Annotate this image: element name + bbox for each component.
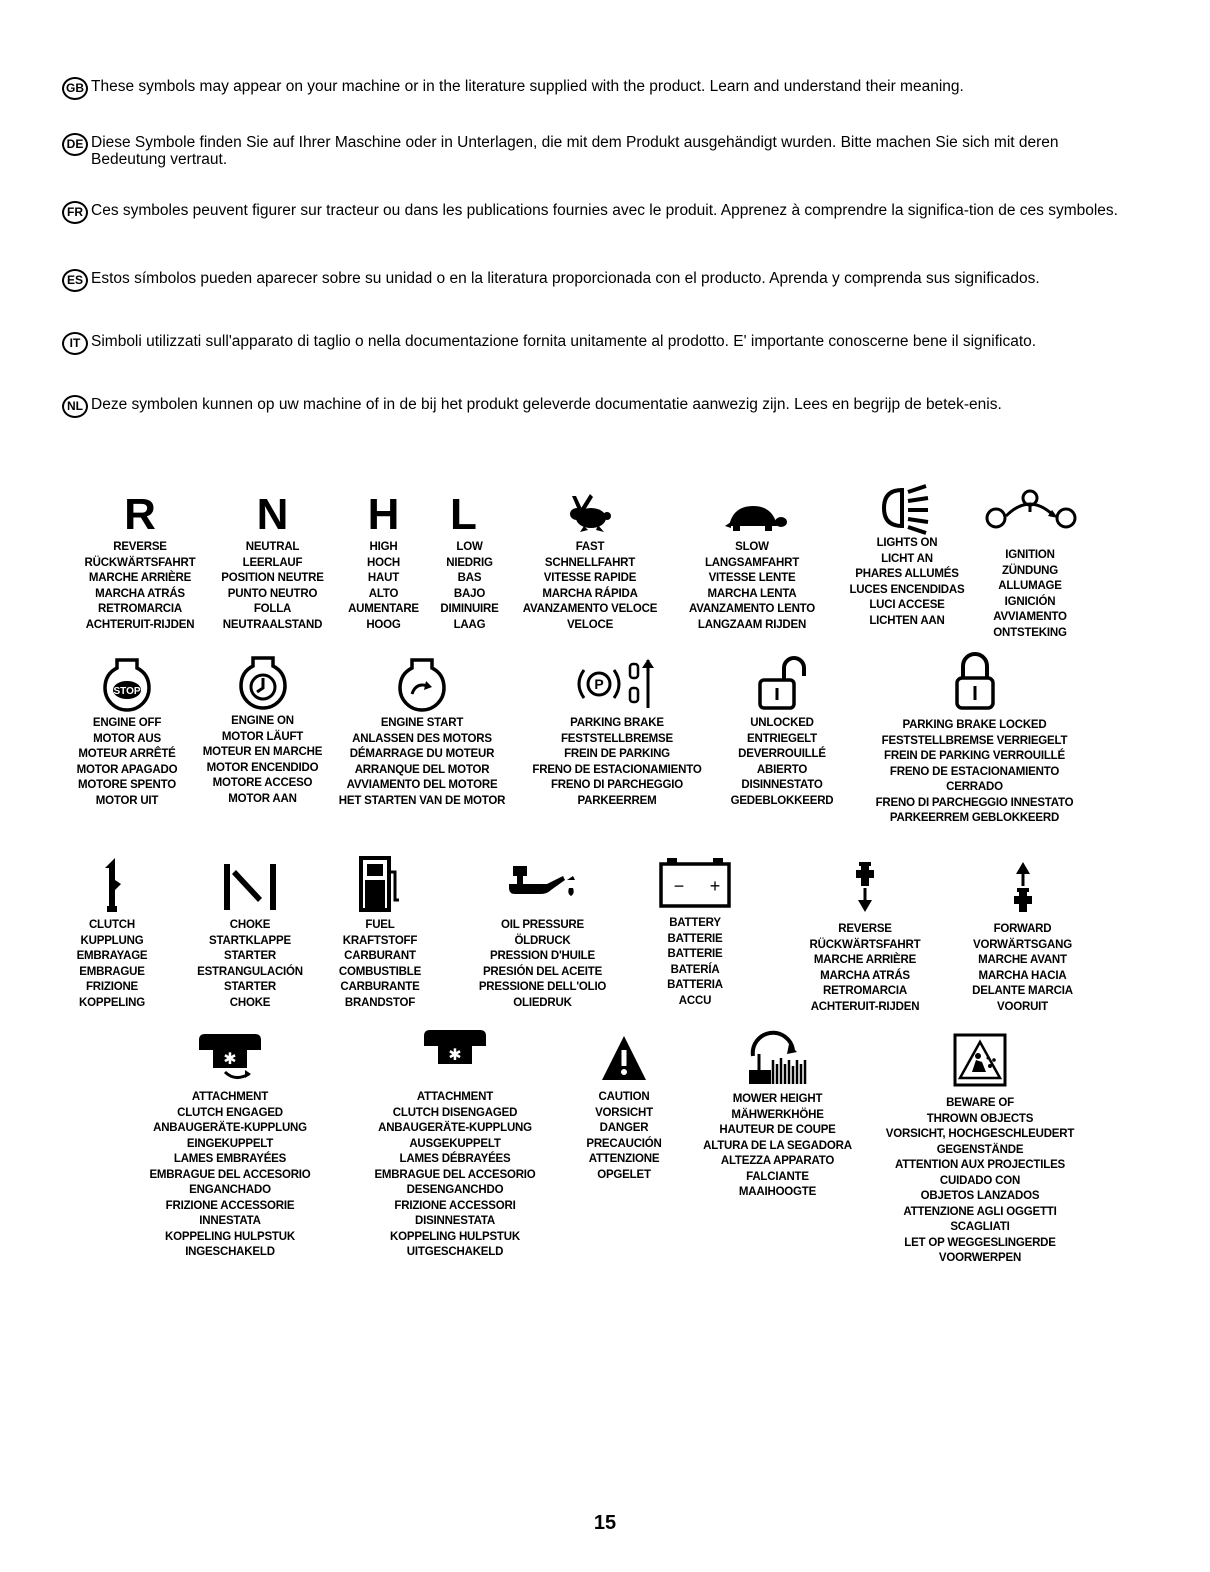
intro-de xyxy=(62,134,1122,168)
ignition-icon xyxy=(980,486,1080,534)
intro-gb xyxy=(62,78,1122,95)
symbol-ignition xyxy=(975,486,1085,641)
engine-on-icon xyxy=(237,654,289,710)
symbol-labels: LIGHTS ON LICHT AN PHARES ALLUMÉS LUCES ENCENDIDAS LUCI ACCESE LICHTEN AAN xyxy=(849,537,965,627)
plus-text: + xyxy=(709,876,721,896)
symbol-forward-direction xyxy=(950,860,1095,1015)
fuel-icon xyxy=(355,854,405,914)
symbol-reverse-direction xyxy=(790,860,940,1015)
symbol-labels: UNLOCKED ENTRIEGELT DEVERROUILLÉ ABIERTO DISINNESTATO GEDEBLOKKEERD xyxy=(730,717,834,807)
symbol-clutch xyxy=(62,856,162,1011)
letter-n-icon: N xyxy=(256,490,289,539)
symbol-labels: CHOKE STARTKLAPPE STARTER ESTRANGULACIÓN STARTER CHOKE xyxy=(197,919,303,1009)
battery-icon xyxy=(657,854,733,912)
symbol-labels: PARKING BRAKE LOCKED FESTSTELLBREMSE VERRIEGELT FREIN DE PARKING VERROUILLÉ FRENO DE ESTACIONAMIENTO CERRADO FRENO DI PARCHEGGIO INNESTATO PARKEERREM GEBLOKKEERD xyxy=(875,719,1074,824)
minus-text: − xyxy=(673,876,685,896)
symbol-labels: ATTACHMENT CLUTCH DISENGAGED ANBAUGERÄTE-KUPPLUNG AUSGEKUPPELT LAMES DÉBRAYÉES EMBRAGUE DEL ACCESORIO DESENGANCHDO FRIZIONE ACCESSORI DISINNESTATA KOPPELING HULPSTUK UITGESCHAKELD xyxy=(374,1091,536,1258)
intro-es xyxy=(62,270,1122,287)
lang-badge: NL xyxy=(62,395,88,418)
stop-text: STOP xyxy=(113,686,141,697)
letter-h-icon: H xyxy=(367,490,400,539)
symbol-reverse xyxy=(60,492,220,633)
symbol-labels: FUEL KRAFTSTOFF CARBURANT COMBUSTIBLE CARBURANTE BRANDSTOF xyxy=(338,919,422,1009)
symbol-labels: SLOW LANGSAMFAHRT VITESSE LENTE MARCHA LENTA AVANZAMENTO LENTO LANGZAAM RIJDEN xyxy=(688,541,816,631)
symbol-attachment-engaged xyxy=(130,1030,330,1261)
engine-stop-icon xyxy=(101,656,153,712)
symbol-oil-pressure xyxy=(455,858,630,1011)
parking-brake-icon xyxy=(572,656,662,712)
engine-start-icon xyxy=(396,656,448,712)
clutch-icon xyxy=(97,856,127,914)
symbol-labels: MOWER HEIGHT MÄHWERKHÖHE HAUTEUR DE COUPE ALTURA DE LA SEGADORA ALTEZZA APPARATO FALCIANTE MAAIHOOGTE xyxy=(703,1093,852,1198)
symbol-mower-height xyxy=(690,1030,865,1201)
attachment-clutch-disengaged-icon xyxy=(420,1026,490,1084)
intro-it xyxy=(62,333,1122,350)
choke-icon xyxy=(218,856,282,914)
symbol-labels: CLUTCH KUPPLUNG EMBRAYAGE EMBRAGUE FRIZIONE KOPPELING xyxy=(76,919,148,1009)
thrown-objects-icon xyxy=(952,1032,1008,1090)
symbol-parking-brake-locked xyxy=(852,650,1097,827)
reverse-tractor-icon xyxy=(850,860,880,916)
symbol-engine-on xyxy=(190,654,335,807)
symbol-neutral xyxy=(200,492,345,633)
p-text: P xyxy=(594,676,604,692)
symbol-battery xyxy=(645,854,745,1009)
symbol-labels: ENGINE ON MOTOR LÄUFT MOTEUR EN MARCHE MOTOR ENCENDIDO MOTORE ACCESO MOTOR AAN xyxy=(202,715,323,805)
symbol-labels: ENGINE OFF MOTOR AUS MOTEUR ARRÊTÉ MOTOR APAGADO MOTORE SPENTO MOTOR UIT xyxy=(76,717,178,807)
caution-icon xyxy=(600,1034,648,1084)
lang-badge: ES xyxy=(62,269,88,292)
lang-badge: IT xyxy=(62,332,88,355)
symbol-fuel xyxy=(325,854,435,1011)
symbol-labels: IGNITION ZÜNDUNG ALLUMAGE IGNICIÓN AVVIAMENTO ONTSTEKING xyxy=(993,549,1067,639)
symbol-unlocked xyxy=(712,654,852,809)
symbol-labels: PARKING BRAKE FESTSTELLBREMSE FREIN DE PARKING FRENO DE ESTACIONAMIENTO FRENO DI PARCHEGGIO PARKEERREM xyxy=(532,717,702,807)
symbol-thrown-objects xyxy=(860,1032,1100,1267)
intro-text: Deze symbolen kunnen op uw machine of in de bij het produkt geleverde documentatie aanwezig zijn. Lees en begrijp de betek-enis. xyxy=(91,396,1002,413)
headlight-icon xyxy=(872,480,942,536)
rabbit-icon xyxy=(560,488,620,540)
page-number: 15 xyxy=(593,1512,617,1534)
symbol-parking-brake xyxy=(512,656,722,809)
turtle-icon xyxy=(717,492,787,540)
symbol-lights-on xyxy=(832,480,982,629)
lang-badge: GB xyxy=(62,77,88,100)
intro-text: Simboli utilizzati sull'apparato di taglio o nella documentazione fornita unitamente al prodotto. E' importante conoscerne bene il significato. xyxy=(91,333,1037,350)
symbol-labels: FORWARD VORWÄRTSGANG MARCHE AVANT MARCHA HACIA DELANTE MARCIA VOORUIT xyxy=(972,923,1073,1013)
symbol-labels: ATTACHMENT CLUTCH ENGAGED ANBAUGERÄTE-KUPPLUNG EINGEKUPPELT LAMES EMBRAYÉES EMBRAGUE DEL ACCESORIO ENGANCHADO FRIZIONE ACCESSORIE INNESTATA KOPPELING HULPSTUK INGESCHAKELD xyxy=(149,1091,311,1258)
symbol-engine-off xyxy=(52,656,202,809)
symbol-labels: ENGINE START ANLASSEN DES MOTORS DÉMARRAGE DU MOTEUR ARRANQUE DEL MOTOR AVVIAMENTO DEL MOTORE HET STARTEN VAN DE MOTOR xyxy=(338,717,506,807)
symbol-low xyxy=(422,492,517,633)
forward-tractor-icon xyxy=(1008,860,1038,916)
symbol-labels: OIL PRESSURE ÖLDRUCK PRESSION D'HUILE PRESIÓN DEL ACEITE PRESSIONE DELL'OLIO OLIEDRUK xyxy=(478,919,607,1009)
intro-text: Estos símbolos pueden aparecer sobre su unidad o en la literatura proporcionada con el producto. Aprenda y comprenda sus significados. xyxy=(91,270,1040,287)
symbol-fast xyxy=(505,488,675,633)
intro-text: Ces symboles peuvent figurer sur tracteur ou dans les publications fournies avec le produit. Apprenez à comprendre la significa-tion de ces symboles. xyxy=(91,202,1118,219)
symbol-labels: HIGH HOCH HAUT ALTO AUMENTARE HOOG xyxy=(348,541,419,631)
symbol-labels: NEUTRAL LEERLAUF POSITION NEUTRE PUNTO NEUTRO FOLLA NEUTRAALSTAND xyxy=(221,541,324,631)
letter-l-icon: L xyxy=(450,490,477,539)
svg-text:✱: ✱ xyxy=(223,1049,237,1068)
symbol-attachment-disengaged xyxy=(355,1026,555,1261)
attachment-clutch-engaged-icon xyxy=(195,1030,265,1088)
intro-text: Diese Symbole finden Sie auf Ihrer Maschine oder in Unterlagen, die mit dem Produkt ausgehändigt wurden. Bitte machen Sie sich mit deren Bedeutung vertraut. xyxy=(91,134,1059,168)
symbol-caution xyxy=(568,1034,680,1183)
parking-brake-locked-icon xyxy=(953,650,997,712)
intro-fr xyxy=(62,202,1122,219)
intro-nl xyxy=(62,396,1122,413)
oil-pressure-icon xyxy=(503,858,583,914)
symbol-labels: REVERSE RÜCKWÄRTSFAHRT MARCHE ARRIÈRE MARCHA ATRÁS RETROMARCIA ACHTERUIT-RIJDEN xyxy=(84,541,196,631)
symbol-labels: FAST SCHNELLFAHRT VITESSE RAPIDE MARCHA RÁPIDA AVANZAMENTO VELOCE VELOCE xyxy=(522,541,658,631)
intro-text: These symbols may appear on your machine or in the literature supplied with the product. Learn and understand their meaning. xyxy=(91,78,964,95)
symbol-choke xyxy=(175,856,325,1011)
letter-r-icon: R xyxy=(124,490,156,539)
unlocked-icon xyxy=(752,654,812,712)
symbol-slow xyxy=(672,492,832,633)
symbol-engine-start xyxy=(322,656,522,809)
symbol-labels: LOW NIEDRIG BAS BAJO DIMINUIRE LAAG xyxy=(440,541,499,631)
symbol-labels: REVERSE RÜCKWÄRTSFAHRT MARCHE ARRIÈRE MARCHA ATRÁS RETROMARCIA ACHTERUIT-RIJDEN xyxy=(809,923,921,1013)
mower-height-icon xyxy=(745,1030,811,1088)
symbol-labels: BATTERY BATTERIE BATTERIE BATERÍA BATTERIA ACCU xyxy=(667,917,723,1007)
symbol-labels: CAUTION VORSICHT DANGER PRECAUCIÓN ATTENZIONE OPGELET xyxy=(586,1091,662,1181)
symbol-high xyxy=(336,492,431,633)
svg-text:✱: ✱ xyxy=(448,1045,462,1064)
symbol-labels: BEWARE OF THROWN OBJECTS VORSICHT, HOCHGESCHLEUDERT GEGENSTÄNDE ATTENTION AUX PROJECTILES CUIDADO CON OBJETOS LANZADOS ATTENZIONE AGLI OGGETTI SCAGLIATI LET OP WEGGESLINGERDE VOORWERPEN xyxy=(885,1097,1075,1264)
lang-badge: FR xyxy=(62,201,88,224)
lang-badge: DE xyxy=(62,133,88,156)
